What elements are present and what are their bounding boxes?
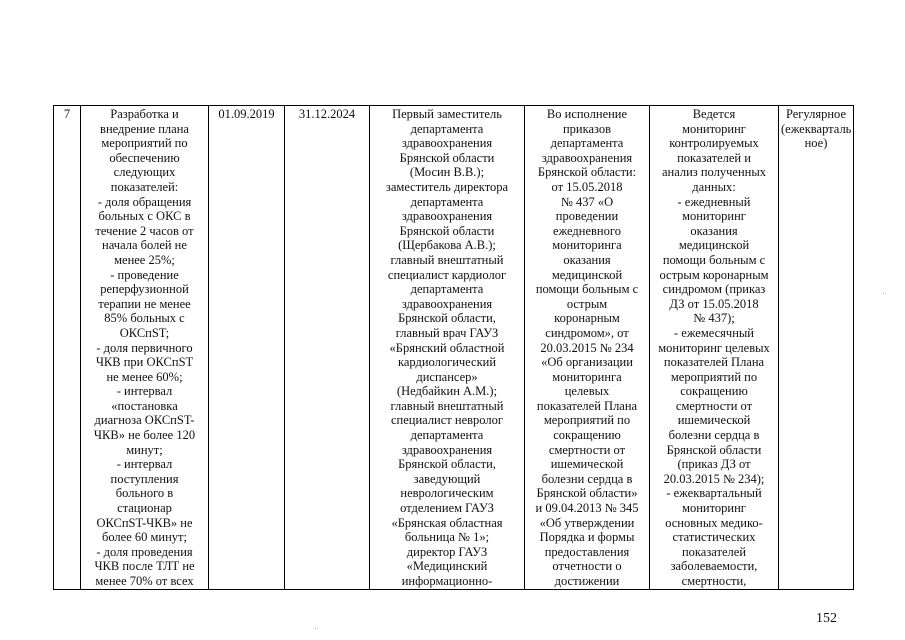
- cell-line: основных медико-: [665, 515, 763, 530]
- cell-line: острым: [566, 296, 608, 311]
- cell-line: здравоохранения: [401, 442, 493, 457]
- cell-line: синдромом», от: [545, 325, 629, 340]
- cell-line: сокращению: [553, 428, 621, 443]
- cell-line: - доля первичного: [96, 340, 193, 355]
- cell-line: ДЗ от 15.05.2018: [669, 296, 759, 311]
- cell-line: ОКСпST-ЧКВ» не: [96, 515, 193, 530]
- cell-line: достижении: [554, 574, 620, 588]
- cell-line: - доля обращения: [97, 194, 192, 209]
- row-number-cell: [54, 106, 81, 590]
- cell-line: «Об организации: [541, 355, 633, 370]
- cell-line: Брянской области,: [398, 457, 496, 472]
- cell-line: Брянской области:: [537, 165, 637, 180]
- cell-line: приказов: [562, 121, 612, 136]
- cell-line: департамента: [410, 194, 484, 209]
- cell-line: следующих: [113, 165, 176, 180]
- cell-line: здравоохранения: [401, 136, 493, 151]
- cell-line: - интервал: [116, 457, 173, 472]
- cell-line: диспансер»: [416, 369, 478, 384]
- cell-line: специалист невролог: [391, 413, 503, 428]
- cell-line: острым коронарным: [659, 267, 769, 282]
- cell-line: (Щербакова А.В.);: [398, 238, 496, 253]
- cell-line: медицинской: [551, 267, 623, 282]
- cell-line: показателей Плана: [536, 398, 638, 413]
- cell-line: департамента: [410, 428, 484, 443]
- cell-line: Брянской области: [399, 223, 495, 238]
- cell-line: ЧКВ при ОКСпST: [95, 355, 194, 370]
- cell-line: Разработка и: [110, 107, 179, 121]
- cell-line: стационар: [117, 501, 172, 516]
- cell-line: проведении: [555, 209, 619, 224]
- cell-line: мониторинг целевых: [658, 340, 770, 355]
- cell-line: 20.03.2015 № 234);: [663, 471, 765, 486]
- cell-line: показателей Плана: [663, 355, 765, 370]
- start-date: 01.09.2019: [218, 107, 275, 121]
- cell-line: неврологическим: [400, 486, 494, 501]
- cell-line: целевых: [564, 384, 610, 399]
- cell-line: ное): [804, 136, 828, 151]
- cell-line: здравоохранения: [541, 150, 633, 165]
- cell-line: смертности от: [548, 442, 626, 457]
- cell-line: показателей и: [677, 150, 751, 165]
- cell-line: ишемической: [677, 413, 751, 428]
- cell-line: Брянской области»: [536, 486, 638, 501]
- cell-line: более 60 минут;: [101, 530, 187, 545]
- cell-line: (Недбайкин А.М.);: [396, 384, 498, 399]
- cell-line: течение 2 часов от: [95, 223, 194, 238]
- basis-cell: [525, 106, 650, 590]
- cell-line: отчетности о: [552, 559, 622, 574]
- cell-line: - ежеквартальный: [666, 486, 762, 501]
- cell-line: ишемической: [550, 457, 624, 472]
- cell-line: минут;: [126, 442, 163, 457]
- cell-line: заведующий: [413, 471, 481, 486]
- cell-line: отделением ГАУЗ: [400, 501, 494, 516]
- cell-line: смертности,: [681, 574, 747, 588]
- cell-line: больного в: [115, 486, 174, 501]
- cell-line: смертности от: [675, 398, 753, 413]
- cell-line: Брянской области: [399, 150, 495, 165]
- cell-line: главный внештатный: [390, 398, 504, 413]
- cell-line: помощи больным с: [662, 252, 766, 267]
- cell-line: главный внештатный: [390, 252, 504, 267]
- cell-line: терапии не менее: [98, 296, 191, 311]
- cell-line: заместитель директора: [385, 179, 509, 194]
- cell-line: синдромом (приказ: [662, 282, 766, 297]
- cell-line: здравоохранения: [401, 209, 493, 224]
- cell-line: менее 70% от всех: [95, 574, 194, 588]
- cell-line: мониторинга: [552, 369, 622, 384]
- cell-line: предоставления: [544, 544, 630, 559]
- cell-line: болезни сердца в: [541, 471, 633, 486]
- cell-line: анализ полученных: [661, 165, 766, 180]
- cell-line: Ведется: [692, 107, 736, 121]
- cell-line: Во исполнение: [546, 107, 628, 121]
- cell-line: Первый заместитель: [392, 107, 502, 121]
- scan-artifact: [883, 293, 884, 294]
- cell-line: коронарным: [554, 311, 620, 326]
- cell-line: - ежедневный: [677, 194, 751, 209]
- cell-line: менее 25%;: [114, 252, 175, 267]
- end-date-cell: [285, 106, 370, 590]
- cell-line: оказания: [690, 223, 738, 238]
- result-cell: [650, 106, 779, 590]
- end-date: 31.12.2024: [298, 107, 356, 121]
- cell-line: оказания: [563, 252, 611, 267]
- cell-line: показателей: [681, 544, 747, 559]
- cell-line: поступления: [110, 471, 179, 486]
- cell-line: 85% больных с: [104, 311, 185, 326]
- cell-line: ежедневного: [553, 223, 621, 238]
- cell-line: (ежекварталь: [781, 121, 852, 136]
- cell-line: «постановка: [111, 398, 178, 413]
- cell-line: (приказ ДЗ от: [677, 457, 751, 472]
- cell-line: начала болей не: [102, 238, 187, 253]
- cell-line: информационно-: [401, 574, 493, 588]
- cell-line: Брянской области,: [398, 311, 496, 326]
- cell-line: больных с ОКС в: [98, 209, 191, 224]
- cell-line: обеспечению: [109, 150, 180, 165]
- cell-line: Порядка и формы: [539, 530, 635, 545]
- cell-line: мероприятий по: [543, 413, 631, 428]
- cell-line: - ежемесячный: [674, 325, 754, 340]
- cell-line: здравоохранения: [401, 296, 493, 311]
- table-row: [54, 106, 854, 590]
- cell-line: директор ГАУЗ: [406, 544, 488, 559]
- cell-line: департамента: [410, 121, 484, 136]
- cell-line: кардиологический: [397, 355, 497, 370]
- activity-cell: [81, 106, 209, 590]
- cell-line: (Мосин В.В.);: [409, 165, 485, 180]
- row-number: 7: [63, 107, 71, 121]
- cell-line: диагноза ОКСпST-: [94, 413, 195, 428]
- cell-line: - проведение: [110, 267, 179, 282]
- page-number: 152: [816, 611, 837, 626]
- cell-line: ЧКВ» не более 120: [93, 428, 196, 443]
- cell-line: Брянской области: [666, 442, 762, 457]
- cell-line: статистических: [672, 530, 756, 545]
- cell-line: мероприятий по: [670, 369, 758, 384]
- cell-line: «Об утверждении: [539, 515, 635, 530]
- cell-line: заболеваемости,: [670, 559, 758, 574]
- cell-line: от 15.05.2018: [551, 179, 623, 194]
- cell-line: мониторинг: [682, 121, 746, 136]
- cell-line: помощи больным с: [535, 282, 639, 297]
- cell-line: медицинской: [678, 238, 750, 253]
- scan-artifact: [315, 628, 316, 629]
- cell-line: данных:: [692, 179, 736, 194]
- cell-line: «Медицинский: [406, 559, 488, 574]
- cell-line: «Брянский областной: [389, 340, 505, 355]
- cell-line: мероприятий по: [101, 136, 188, 151]
- cell-line: 20.03.2015 № 234: [540, 340, 634, 355]
- cell-line: реперфузионной: [100, 282, 189, 297]
- responsible-cell: [370, 106, 525, 590]
- cell-line: мониторинг: [682, 209, 746, 224]
- cell-line: специалист кардиолог: [387, 267, 507, 282]
- cell-line: ЧКВ после ТЛТ не: [94, 559, 195, 574]
- plan-table: [53, 105, 854, 590]
- cell-line: департамента: [410, 282, 484, 297]
- start-date-cell: [209, 106, 285, 590]
- cell-line: показателей:: [110, 179, 179, 194]
- cell-line: департамента: [550, 136, 624, 151]
- cell-line: болезни сердца в: [668, 428, 760, 443]
- cell-line: - доля проведения: [96, 544, 193, 559]
- cell-line: главный врач ГАУЗ: [395, 325, 499, 340]
- cell-line: и 09.04.2013 № 345: [535, 501, 639, 516]
- cell-line: сокращению: [680, 384, 748, 399]
- cell-line: не менее 60%;: [106, 369, 183, 384]
- cell-line: больница № 1»;: [404, 530, 490, 545]
- cell-line: - интервал: [116, 384, 173, 399]
- periodicity-cell: [779, 106, 854, 590]
- cell-line: «Брянская областная: [391, 515, 503, 530]
- cell-line: мониторинга: [552, 238, 622, 253]
- cell-line: ОКСпST;: [119, 325, 170, 340]
- cell-line: контролируемых: [669, 136, 759, 151]
- cell-line: № 437);: [693, 311, 735, 326]
- cell-line: Регулярное: [785, 107, 847, 121]
- cell-line: внедрение плана: [100, 121, 189, 136]
- cell-line: мониторинг: [682, 501, 746, 516]
- cell-line: № 437 «О: [560, 194, 614, 209]
